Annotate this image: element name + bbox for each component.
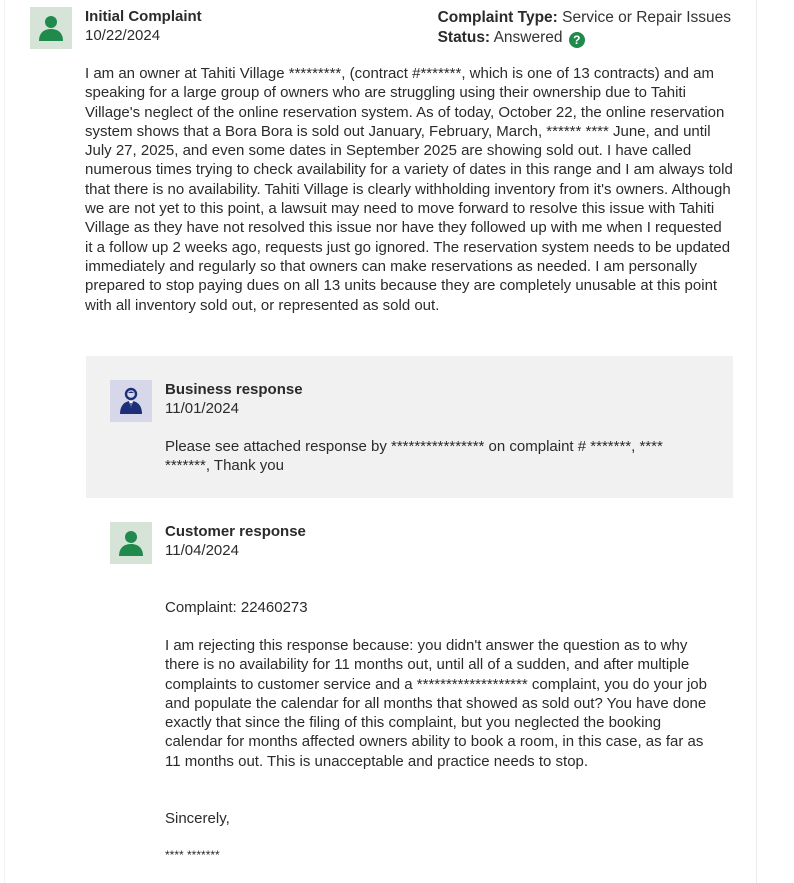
- business-response-date: 11/01/2024: [165, 400, 239, 417]
- business-response-title: Business response: [165, 381, 303, 398]
- customer-signature: **** *******: [165, 848, 220, 862]
- business-response-text: Please see attached response by **************** on complaint # *******, **** *******, Thank you: [165, 438, 663, 475]
- initial-complaint-title: Initial Complaint: [85, 8, 202, 25]
- complaint-card: [4, 0, 757, 883]
- customer-response-text: I am rejecting this response because: you didn't answer the question as to why there is no availability for 11 months out, until all of a sudden, and after multiple complaints to customer service and a ******************* complaint, you do your job and populate the calendar for all months that showed as sold out? You have done exactly that since the filing of this complaint, but you neglected the booking calendar for months affected owners ability to book a room, in this case, as far as 11 months out. This is unacceptable and practice needs to stop.: [165, 637, 707, 770]
- complaint-type-row: [438, 8, 731, 28]
- complaint-meta: [438, 8, 731, 48]
- person-icon: [38, 14, 64, 42]
- complaint-type-value: Service or Repair Issues: [562, 9, 731, 26]
- status-value: Answered: [493, 29, 563, 46]
- customer-avatar: [110, 522, 152, 564]
- business-avatar: [110, 380, 152, 422]
- help-circle-icon[interactable]: ?: [569, 32, 585, 48]
- consumer-avatar: [30, 7, 72, 49]
- business-person-icon: [119, 387, 143, 415]
- customer-response-date: 11/04/2024: [165, 542, 239, 559]
- initial-complaint-date: 10/22/2024: [85, 27, 161, 44]
- customer-closing: Sincerely,: [165, 810, 230, 827]
- status-row: [438, 28, 731, 48]
- status-label: Status:: [437, 29, 491, 46]
- customer-response-title: Customer response: [165, 523, 306, 540]
- business-response-panel: [86, 356, 733, 498]
- initial-complaint-text: I am an owner at Tahiti Village *********, (contract #*******, which is one of 13 contracts) and am speaking for a large group of owners who are struggling using their ownership due to Tahiti Village's neglect of the online reservation system. As of today, October 22, the online reservation system shows that a Bora Bora is sold out January, February, March, ****** **** June, and until July 27, 2025, and even some dates in September 2025 are showing sold out. I have called numerous times trying to check availability for a variety of dates in this range and I am always told that there is no availability. Tahiti Village is clearly withholding inventory from it's owners. Although we are not yet to this point, a lawsuit may need to move forward to resolve this issue with Tahiti Village as they have not resolved this issue nor have they followed up with me when I requested it a follow up 2 weeks ago, requests just go ignored. The reservation system needs to be updated immediately and regularly so that owners can make reservations as needed. I am personally prepared to stop paying dues on all 13 units because they are completely unusable at this point with all inventory sold out, or represented as sold out.: [85, 65, 733, 314]
- person-icon: [118, 529, 144, 557]
- customer-complaint-number: Complaint: 22460273: [165, 599, 308, 616]
- complaint-type-label: Complaint Type:: [437, 9, 558, 26]
